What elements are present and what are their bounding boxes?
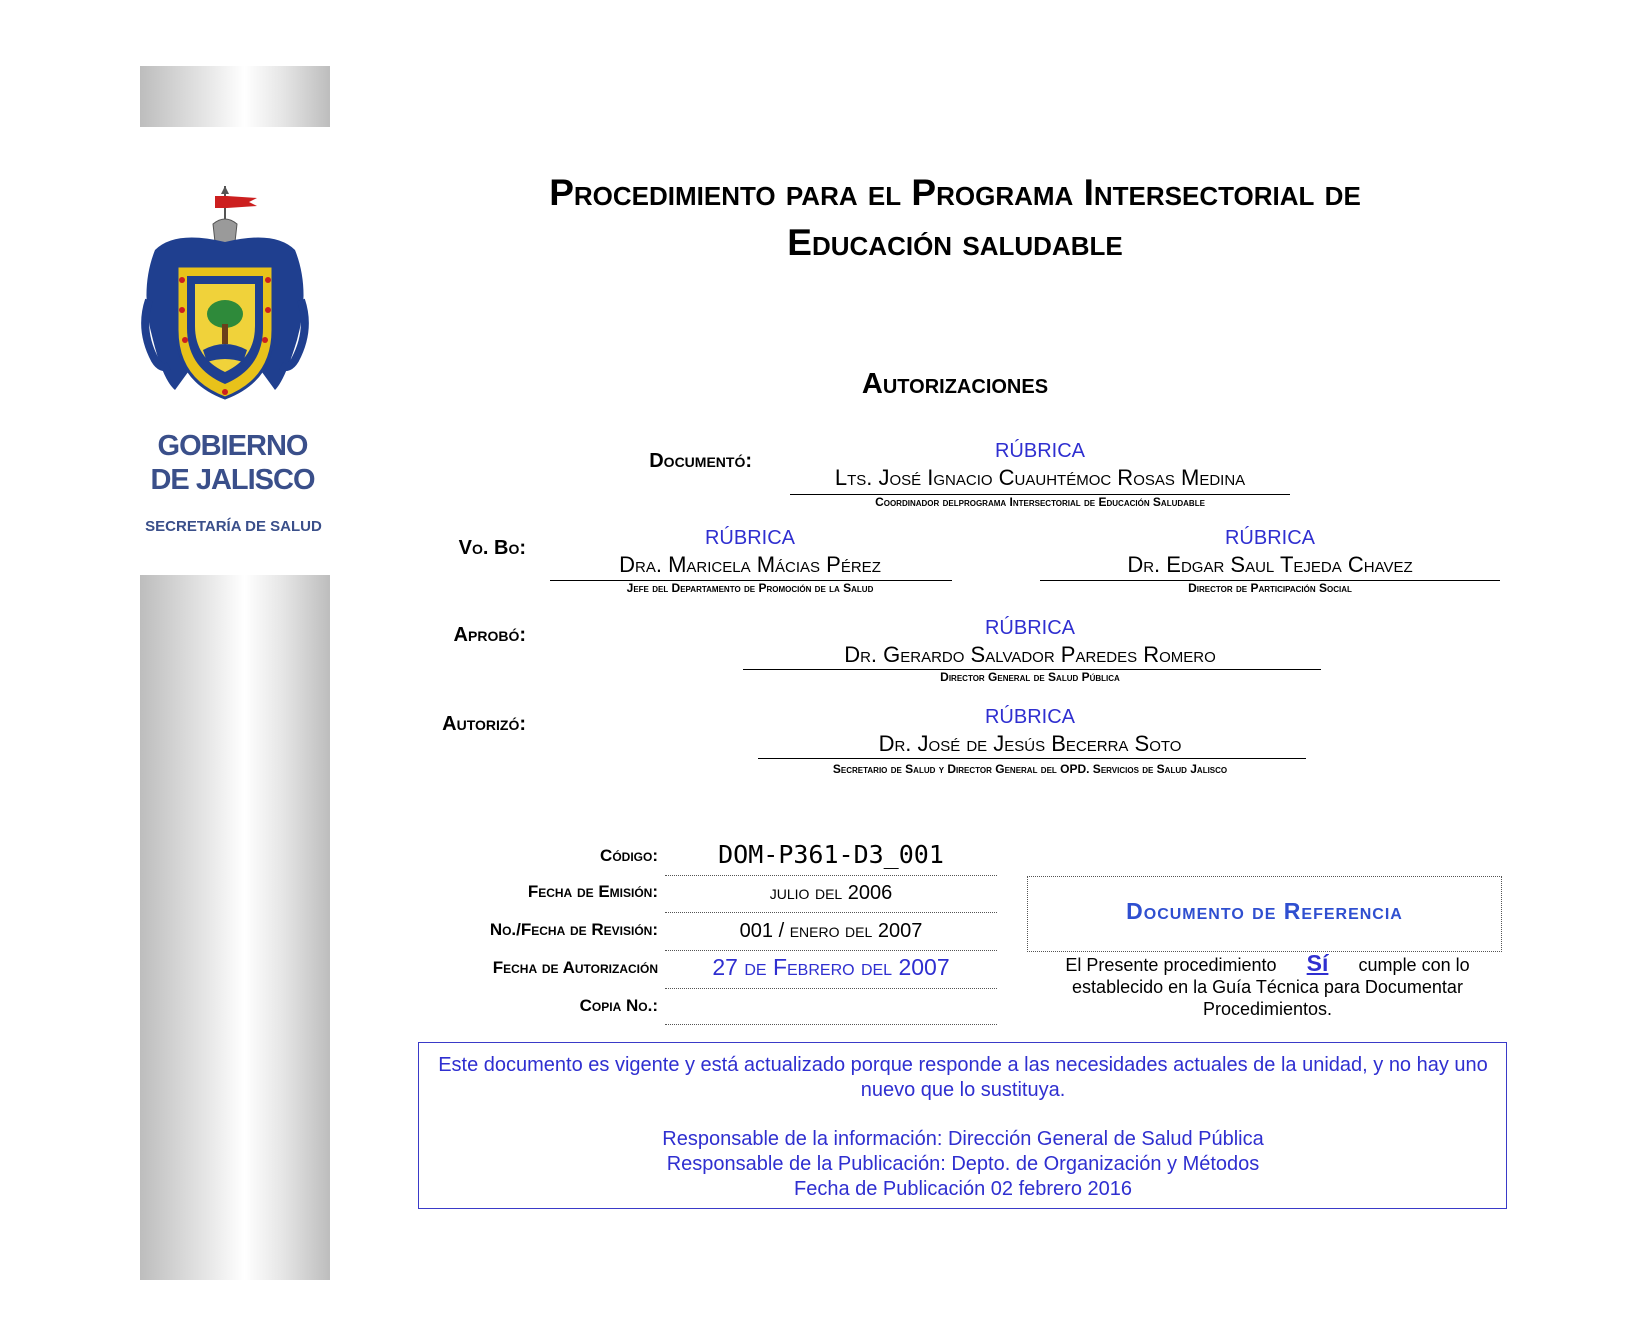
autorizo-name: Dr. José de Jesús Becerra Soto [878,731,1182,756]
vobo-role-1: Jefe del Departamento de Promoción de la Salud [626,581,874,595]
codigo-value: DOM-P361-D3_001 [718,840,944,869]
aprobo-role: Director General de Salud Pública [940,670,1120,684]
side-gradient-bar [140,575,330,1280]
title-line-1: Procedimiento para el Programa Intersectorial de [549,172,1361,213]
reference-note [1030,952,1505,1020]
documento-role: Coordinador delprograma Intersectorial de Educación Saludable [875,495,1205,509]
copia-label: Copia No.: [579,996,658,1015]
gobierno-label: GOBIERNO [157,430,308,462]
vobo-rubrica-2: RÚBRICA [1224,527,1315,549]
top-gradient-bar [140,66,330,127]
codigo-line [665,875,997,876]
jalisco-coat-of-arms-icon [135,180,315,420]
document-title [420,168,1490,268]
aprobo-label: Aprobó: [453,624,526,646]
reference-title: Documento de Referencia [1126,898,1403,924]
title-line-2: Educación saludable [787,222,1123,263]
notice-line-3: Responsable de la Publicación: Depto. de Organización y Métodos [666,1153,1260,1175]
autorizo-rubrica: RÚBRICA [984,706,1075,728]
autorizacion-label: Fecha de Autorización [492,958,658,977]
notice-spacer [418,1103,1508,1127]
reference-answer: Sí [1306,950,1329,976]
authorizations-heading: Autorizaciones [861,368,1049,400]
codigo-label: Código: [600,846,658,865]
emision-line [665,912,997,913]
de-jalisco-label: DE JALISCO [150,464,315,496]
reference-note-before: El Presente procedimiento [1065,955,1277,975]
aprobo-name: Dr. Gerardo Salvador Paredes Romero [844,642,1216,667]
notice-line-1: Este documento es vigente y está actualizado porque responde a las necesidades actuales de la unidad, y no hay uno nuevo que lo sustituya. [438,1054,1488,1101]
documento-rubrica: RÚBRICA [994,440,1085,462]
autorizo-label: Autorizó: [442,713,526,735]
emision-value: julio del 2006 [769,882,893,904]
autorizo-role: Secretario de Salud y Director General del OPD. Servicios de Salud Jalisco [832,762,1228,776]
vobo-name-2: Dr. Edgar Saul Tejeda Chavez [1127,552,1413,577]
emision-label: Fecha de Emisión: [527,882,658,901]
revision-value: 001 / enero del 2007 [739,920,923,942]
autorizo-signature-line [758,758,1306,759]
autorizacion-line [665,988,997,989]
revision-label: No./Fecha de Revisión: [489,920,658,939]
notice-line-4: Fecha de Publicación 02 febrero 2016 [793,1178,1132,1200]
reference-note-after: cumple con lo establecido en la Guía Técnica para Documentar Procedimientos. [1072,955,1470,1019]
secretaria-label: SECRETARÍA DE SALUD [145,518,322,535]
autorizacion-value: 27 de Febrero del 2007 [712,954,950,980]
vobo-role-2: Director de Participación Social [1188,581,1352,595]
documento-name: Lts. José Ignacio Cuauhtémoc Rosas Medina [834,465,1246,490]
vobo-label: Vo. Bo: [458,537,526,559]
vobo-rubrica-1: RÚBRICA [704,527,795,549]
aprobo-rubrica: RÚBRICA [984,617,1075,639]
vobo-name-1: Dra. Maricela Mácias Pérez [619,552,881,577]
notice-line-2: Responsable de la información: Dirección General de Salud Pública [662,1128,1264,1150]
revision-line [665,950,997,951]
documento-label: Documentó: [649,450,752,472]
copia-line [665,1024,997,1025]
notice-text [418,1053,1508,1202]
